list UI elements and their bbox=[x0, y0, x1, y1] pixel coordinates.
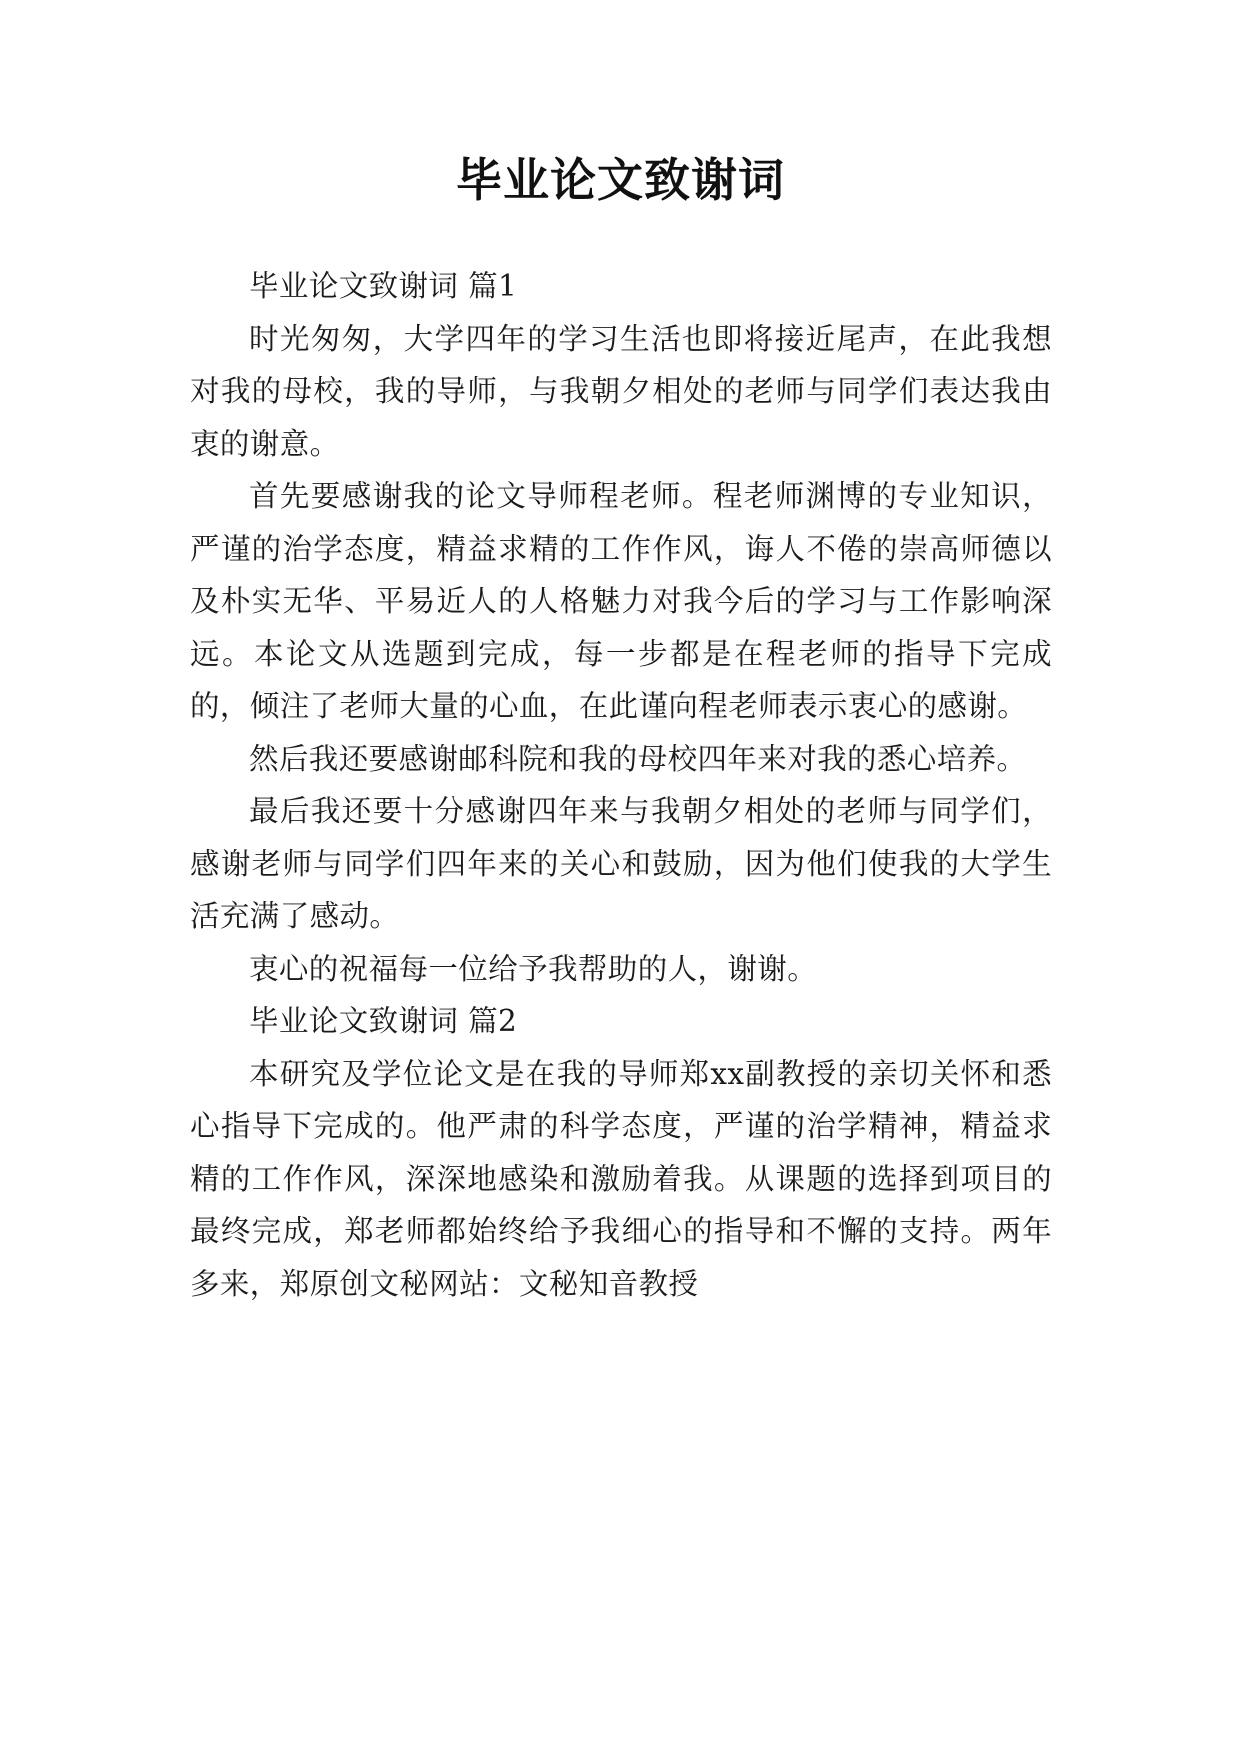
paragraph: 衷心的祝福每一位给予我帮助的人，谢谢。 bbox=[249, 951, 818, 986]
section-heading-1: 毕业论文致谢词 篇1 bbox=[249, 269, 518, 303]
section-heading-2: 毕业论文致谢词 篇2 bbox=[249, 1004, 518, 1038]
paragraph: 首先要感谢我的论文导师程老师。程老师渊博的专业知识，严谨的治学态度，精益求精的工作作风，诲人不倦的崇高师德以及朴实无华、平易近人的人格魅力对我今后的学习与工作影响深远。本论文从选题到完成，每一步都是在程老师的指导下完成的，倾注了老师大量的心血，在此谨向程老师表示衷心的感谢。 bbox=[190, 479, 1052, 723]
paragraph: 最后我还要十分感谢四年来与我朝夕相处的老师与同学们，感谢老师与同学们四年来的关心和鼓励，因为他们使我的大学生活充满了感动。 bbox=[190, 794, 1052, 933]
document-body bbox=[190, 260, 1052, 1310]
paragraph: 然后我还要感谢邮科院和我的母校四年来对我的悉心培养。 bbox=[249, 741, 1027, 776]
document-title: 毕业论文致谢词 bbox=[456, 153, 785, 207]
paragraph: 本研究及学位论文是在我的导师郑xx副教授的亲切关怀和悉心指导下完成的。他严肃的科学态度，严谨的治学精神，精益求精的工作作风，深深地感染和激励着我。从课题的选择到项目的最终完成，郑老师都始终给予我细心的指导和不懈的支持。两年多来，郑原创文秘网站：文秘知音教授 bbox=[190, 1056, 1052, 1301]
paragraph: 时光匆匆，大学四年的学习生活也即将接近尾声，在此我想对我的母校，我的导师，与我朝夕相处的老师与同学们表达我由衷的谢意。 bbox=[190, 321, 1052, 461]
